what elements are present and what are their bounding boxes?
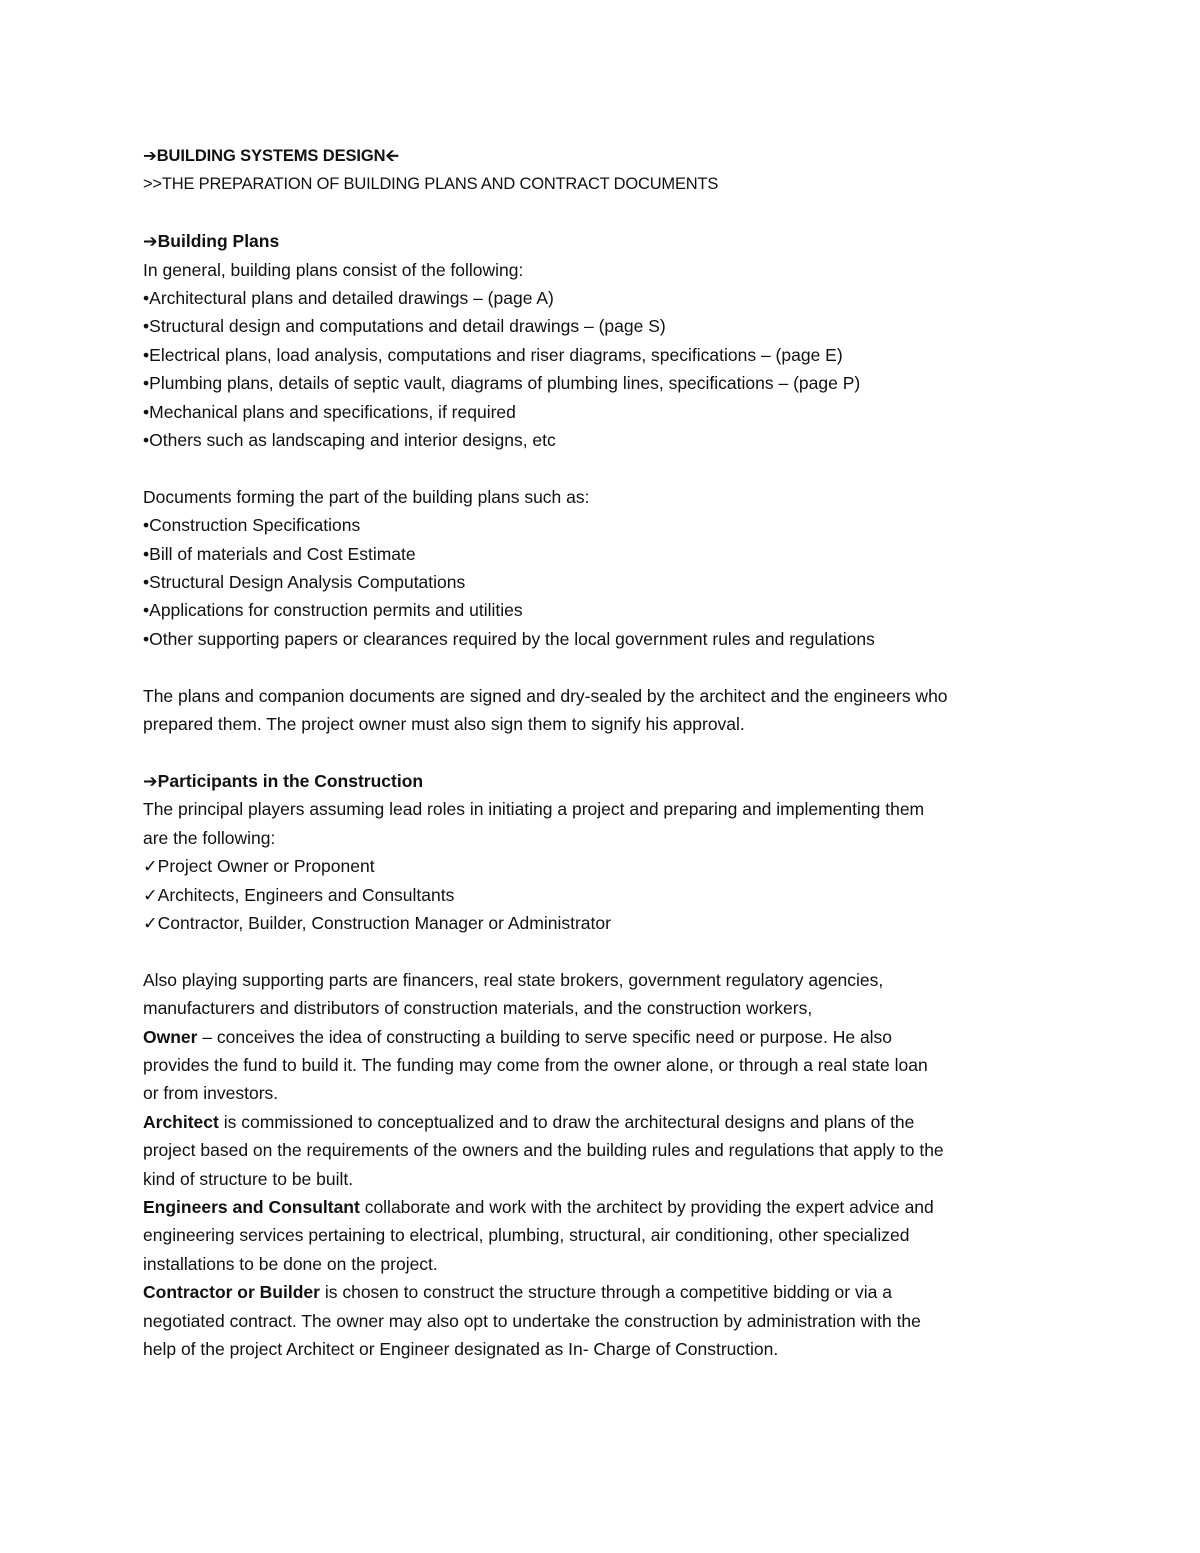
contractor-text: is chosen to construct the structure through a competitive bidding or via a [319,1282,892,1303]
architect-term: Architect [143,1111,219,1132]
section-heading-participants [143,767,1073,795]
bullet-icon: • [143,401,150,422]
list-item-text: Bill of materials and Cost Estimate [149,543,416,564]
list-item [143,511,1073,539]
owner-text: – conceives the idea of constructing a building to serve specific need or purpose. He also [197,1026,893,1047]
list-item-text: Plumbing plans, details of septic vault, diagrams of plumbing lines, specifications – (page P) [149,373,861,394]
list-item [143,426,1073,454]
engineers-paragraph-line: installations to be done on the project. [143,1253,438,1274]
list-item-text: Other supporting papers or clearances required by the local government rules and regulations [149,628,875,649]
engineers-text: collaborate and work with the architect by providing the expert advice and [359,1196,934,1217]
contractor-paragraph-line [143,1278,1073,1306]
architect-paragraph-line: project based on the requirements of the owners and the building rules and regulations that apply to the [143,1140,944,1161]
list-item [143,625,1073,653]
bullet-icon: • [143,288,150,309]
spacer [143,653,1073,681]
bullet-icon: • [143,515,150,536]
plans-intro: In general, building plans consist of the following: [143,259,524,280]
list-item-text: Electrical plans, load analysis, computations and riser diagrams, specifications – (page E) [149,344,843,365]
checkmark-icon: ✓ [143,856,158,877]
bullet-icon: • [143,344,150,365]
owner-paragraph-line: or from investors. [143,1083,279,1104]
checklist-item [143,852,1073,880]
checklist-item-text: Architects, Engineers and Consultants [157,884,455,905]
arrow-right-icon: ➔ [143,231,158,252]
spacer [143,738,1073,766]
bullet-icon: • [143,316,150,337]
arrow-right-icon: ➔ [143,147,157,165]
architect-paragraph-line [143,1108,1073,1136]
list-item [143,341,1073,369]
list-item-text: Mechanical plans and specifications, if required [149,401,516,422]
document-title [143,142,1073,170]
checkmark-icon: ✓ [143,912,158,933]
spacer [143,454,1073,482]
list-item [143,568,1073,596]
heading-text: Building Plans [157,231,280,252]
owner-paragraph-line: provides the fund to build it. The funding may come from the owner alone, or through a real state loan [143,1054,928,1075]
engineers-paragraph-line: engineering services pertaining to electrical, plumbing, structural, air conditioning, other specialized [143,1225,910,1246]
list-item-text: Others such as landscaping and interior designs, etc [149,430,556,451]
checklist-item-text: Contractor, Builder, Construction Manager or Administrator [157,912,611,933]
list-item [143,398,1073,426]
architect-paragraph-line: kind of structure to be built. [143,1168,354,1189]
engineers-term: Engineers and Consultant [143,1196,360,1217]
list-item-text: Construction Specifications [149,515,361,536]
spacer [143,199,1073,227]
list-item-text: Structural design and computations and detail drawings – (page S) [149,316,666,337]
participants-intro-line: are the following: [143,827,276,848]
bullet-icon: • [143,430,150,451]
documents-intro: Documents forming the part of the building plans such as: [143,486,590,507]
list-item [143,596,1073,624]
list-item [143,284,1073,312]
checkmark-icon: ✓ [143,884,158,905]
list-item [143,540,1073,568]
support-paragraph-line: manufacturers and distributors of construction materials, and the construction workers, [143,998,813,1019]
bullet-icon: • [143,373,150,394]
list-item [143,369,1073,397]
owner-paragraph-line [143,1023,1073,1051]
contractor-term: Contractor or Builder [143,1282,320,1303]
section-heading-building-plans [143,227,1073,255]
arrow-right-icon: ➔ [143,770,158,791]
signing-paragraph-line: The plans and companion documents are signed and dry-sealed by the architect and the engineers who [143,685,948,706]
list-item-text: Applications for construction permits and utilities [149,600,523,621]
list-item [143,312,1073,340]
architect-text: is commissioned to conceptualized and to draw the architectural designs and plans of the [218,1111,915,1132]
bullet-icon: • [143,600,150,621]
owner-term: Owner [143,1026,198,1047]
list-item-text: Architectural plans and detailed drawings – (page A) [149,288,554,309]
bullet-icon: • [143,628,150,649]
spacer [143,937,1073,965]
bullet-icon: • [143,543,150,564]
participants-intro-line: The principal players assuming lead roles in initiating a project and preparing and implementing them [143,799,925,820]
checklist-item [143,881,1073,909]
contractor-paragraph-line: negotiated contract. The owner may also opt to undertake the construction by administration with the [143,1310,921,1331]
checklist-item-text: Project Owner or Proponent [157,856,375,877]
support-paragraph-line: Also playing supporting parts are financers, real state brokers, government regulatory agencies, [143,969,884,990]
contractor-paragraph-line: help of the project Architect or Engineer designated as In- Charge of Construction. [143,1338,779,1359]
heading-text: Participants in the Construction [157,770,424,791]
title-text: BUILDING SYSTEMS DESIGN [156,147,386,165]
document-subtitle: >>THE PREPARATION OF BUILDING PLANS AND CONTRACT DOCUMENTS [143,175,719,194]
list-item-text: Structural Design Analysis Computations [149,572,466,593]
checklist-item [143,909,1073,937]
engineers-paragraph-line [143,1193,1073,1221]
arrow-left-icon: 🡨 [385,147,399,165]
document-page [143,142,1073,1363]
bullet-icon: • [143,572,150,593]
signing-paragraph-line: prepared them. The project owner must also sign them to signify his approval. [143,714,745,735]
